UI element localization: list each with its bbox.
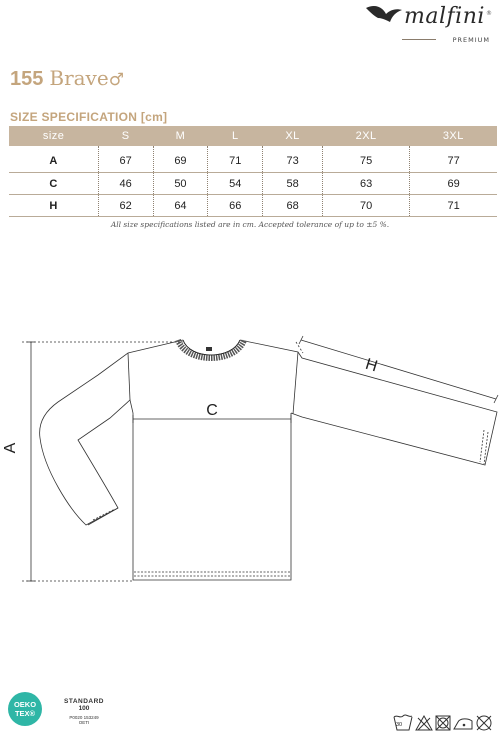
table-cell: 75 [323, 146, 410, 173]
brand-name: malfini [404, 4, 485, 29]
size-table-header [9, 126, 497, 146]
oeko-code: P0020 153249 [69, 715, 99, 720]
care-icons [392, 712, 494, 734]
table-row [9, 146, 497, 173]
size-table [9, 126, 497, 217]
col-header: 3XL [410, 126, 497, 146]
table-cell: 69 [153, 146, 208, 173]
table-cell: 62 [98, 195, 153, 217]
oeko-tex-text [44, 698, 124, 725]
table-cell: 73 [263, 146, 323, 173]
product-name [49, 66, 124, 90]
neck-label-icon [206, 347, 212, 351]
table-cell: 71 [410, 195, 497, 217]
col-header: L [208, 126, 263, 146]
brand-subtitle: PREMIUM [452, 36, 490, 44]
table-cell: 64 [153, 195, 208, 217]
product-name-text: Brave [49, 66, 109, 90]
table-cell: 71 [208, 146, 263, 173]
tolerance-note: All size specifications listed are in cm. Accepted tolerance of up to ±5 %. [110, 220, 390, 229]
table-cell: 77 [410, 146, 497, 173]
table-row [9, 195, 497, 217]
garment-diagram [0, 320, 500, 595]
oeko-number: 100 [78, 705, 90, 712]
bird-icon [364, 2, 404, 32]
male-symbol-icon: ♂ [108, 70, 124, 90]
table-cell: 67 [98, 146, 153, 173]
row-label: A [9, 146, 98, 173]
table-cell: 46 [98, 173, 153, 195]
table-cell: 63 [323, 173, 410, 195]
size-spec-heading: SIZE SPECIFICATION [cm] [10, 110, 168, 124]
table-row [9, 173, 497, 195]
oeko-tex-logo [8, 692, 42, 726]
label-c: C [206, 402, 218, 419]
oeko-line1: OEKO [13, 700, 37, 709]
label-h: H [363, 355, 380, 376]
oeko-line2: TEX® [14, 709, 36, 718]
no-dry-clean-icon [477, 716, 491, 730]
brand-registered: ® [486, 10, 492, 17]
table-cell: 70 [323, 195, 410, 217]
col-header: XL [263, 126, 323, 146]
row-label: H [9, 195, 98, 217]
table-cell: 68 [263, 195, 323, 217]
table-cell: 69 [410, 173, 497, 195]
shirt-outline [40, 340, 497, 580]
no-bleach-icon [416, 716, 432, 730]
brand-logo [364, 2, 494, 46]
label-a: A [2, 442, 19, 454]
oeko-standard: STANDARD [64, 698, 104, 705]
col-header: 2XL [323, 126, 410, 146]
col-header: size [9, 126, 98, 146]
table-cell: 50 [153, 173, 208, 195]
table-cell: 54 [208, 173, 263, 195]
product-code: 155 [10, 68, 44, 90]
product-title [10, 66, 124, 91]
brand-rule [402, 39, 436, 40]
tumble-dry-low-icon [436, 716, 450, 730]
wash-temperature: 30 [396, 722, 403, 728]
col-header: S [98, 126, 153, 146]
measure-h-line [296, 336, 498, 403]
table-cell: 58 [263, 173, 323, 195]
table-cell: 66 [208, 195, 263, 217]
iron-low-icon [454, 719, 472, 729]
row-label: C [9, 173, 98, 195]
col-header: M [153, 126, 208, 146]
oeko-institute: OETI [78, 720, 90, 725]
care-symbols [392, 712, 494, 734]
